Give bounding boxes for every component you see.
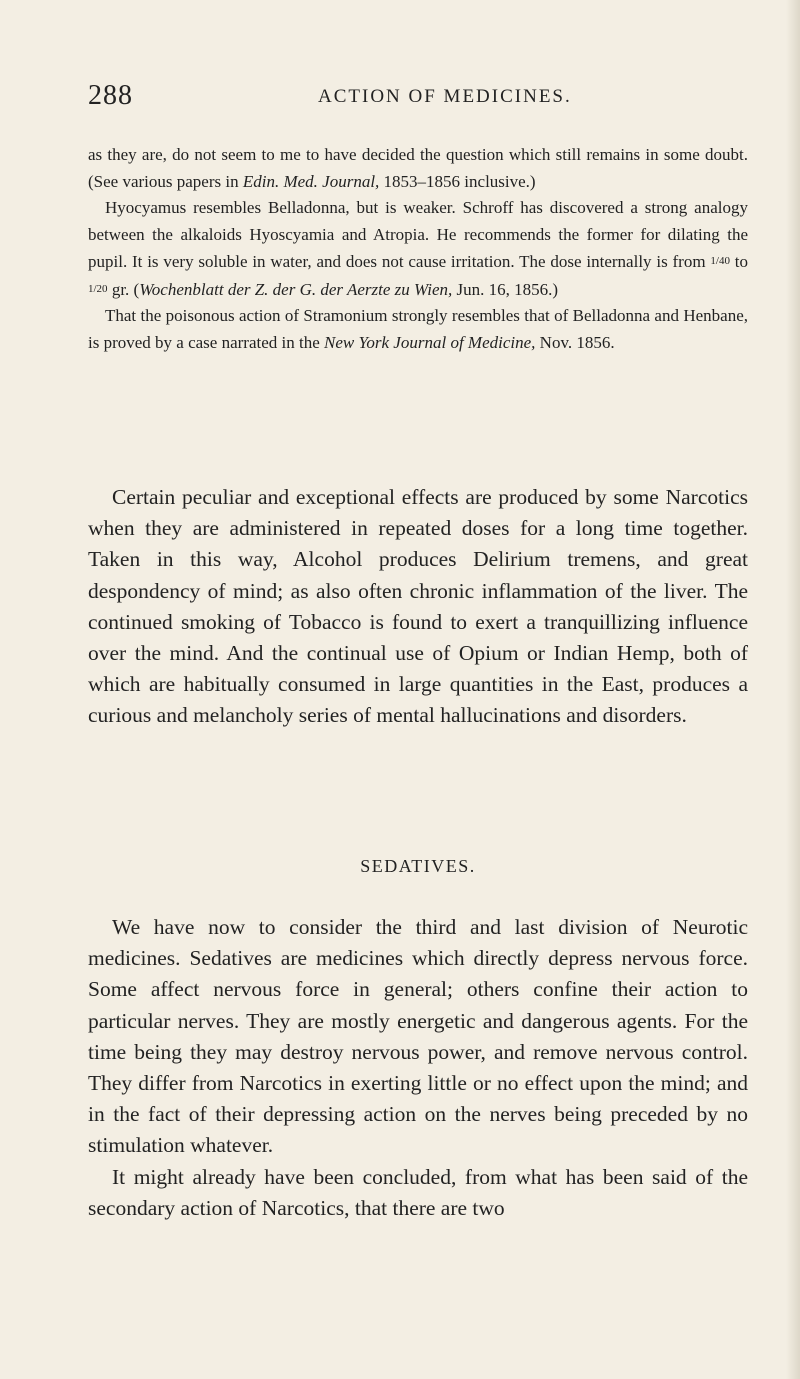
- sedatives-block: [88, 912, 748, 1224]
- small-paragraph-1: as they are, do not seem to me to have decided the question which still remains in some doubt. (See various papers in Edin. Med. Journal, 1853–1856 inclusive.): [88, 145, 748, 191]
- small-paragraph-2: Hyocyamus resembles Belladonna, but is weaker. Schroff has discovered a strong analogy between the alkaloids Hyoscyamia and Atropia. He recommends the former for dilating the pupil. It is very soluble in water, and does not cause irritation. The dose internally is from 1/40 to 1/20 gr. (Wochenblatt der Z. der G. der Aerzte zu Wien, Jun. 16, 1856.): [88, 198, 748, 299]
- fraction-1: 1/40: [710, 255, 730, 267]
- footnote-block: [88, 142, 748, 356]
- page-edge-shadow: [786, 0, 800, 1379]
- fraction-2: 1/20: [88, 282, 108, 295]
- page-header: [88, 80, 748, 120]
- section-heading: SEDATIVES.: [360, 856, 476, 876]
- narcotics-paragraph: [88, 482, 748, 732]
- small-paragraph-3: That the poisonous action of Stramonium strongly resembles that of Belladonna and Henbane, is proved by a case narrated in the New York Journal of Medicine, Nov. 1856.: [88, 306, 748, 352]
- paragraph-sedatives-2: It might already have been concluded, from what has been said of the secondary action of Narcotics, that there are two: [88, 1164, 748, 1220]
- paragraph-sedatives-1: We have now to consider the third and last division of Neurotic medicines. Sedatives are medicines which directly depress nervous force. Some affect nervous force in general; others confine their action to particular nerves. They are mostly energetic and dangerous agents. For the time being they may destroy nervous power, and remove nervous control. They differ from Narcotics in exerting little or no effect upon the mind; and in the fact of their depressing action on the nerves being preceded by no stimulation whatever.: [88, 915, 748, 1158]
- paragraph-certain: Certain peculiar and exceptional effects are produced by some Narcotics when they are administered in repeated doses for a long time together. Taken in this way, Alcohol produces Delirium tremens, and great despondency of mind; as also often chronic inflammation of the liver. The continued smoking of Tobacco is found to exert a tranquillizing influence over the mind. And the continual use of Opium or Indian Hemp, both of which are habitually consumed in large quantities in the East, produces a curious and melancholy series of mental hallucinations and disorders.: [88, 485, 748, 728]
- running-title: ACTION OF MEDICINES.: [318, 86, 572, 107]
- page-number: 288: [88, 80, 133, 111]
